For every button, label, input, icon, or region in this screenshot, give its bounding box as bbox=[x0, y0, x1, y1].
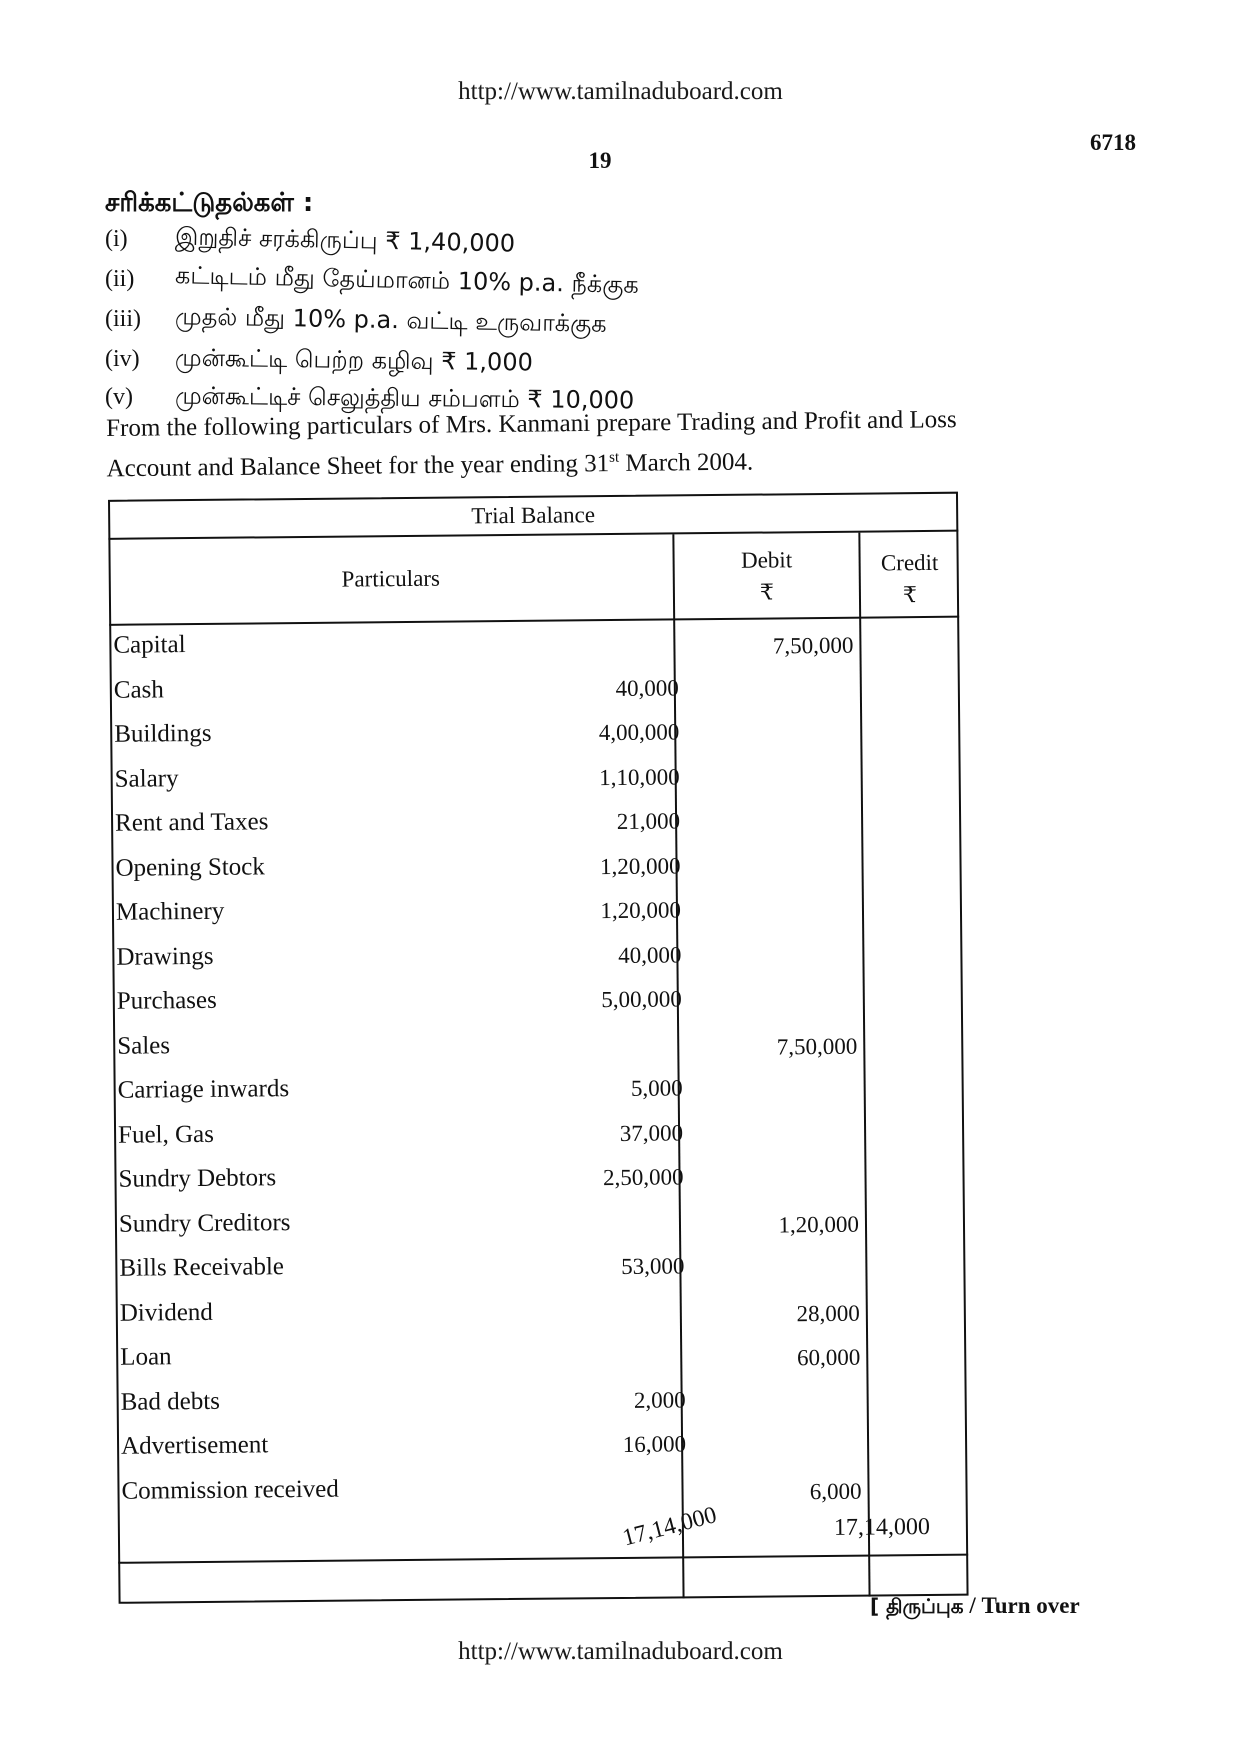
debit-cell: 5,000 bbox=[630, 1075, 683, 1101]
table-row bbox=[99, 1202, 965, 1250]
particular-cell: Buildings bbox=[114, 719, 212, 748]
particular-cell: Sundry Creditors bbox=[118, 1208, 291, 1238]
adjustment-number: (i) bbox=[105, 226, 128, 252]
adjustment-number: (iv) bbox=[105, 346, 140, 372]
particular-cell: Sundry Debtors bbox=[118, 1164, 277, 1193]
table-row bbox=[99, 1247, 965, 1295]
turn-over-note: [ திருப்புக / Turn over bbox=[870, 1593, 1080, 1618]
adjustment-text: இறுதிச் சரக்கிருப்பு ₹ 1,40,000 bbox=[174, 222, 516, 258]
table-row bbox=[98, 1113, 964, 1161]
debit-cell: 40,000 bbox=[618, 941, 682, 968]
table-row bbox=[95, 757, 961, 805]
source-url-top[interactable]: http://www.tamilnaduboard.com bbox=[458, 78, 783, 105]
adjustment-text: முன்கூட்டி பெற்ற கழிவு ₹ 1,000 bbox=[174, 343, 534, 377]
table-row bbox=[100, 1336, 966, 1384]
header-credit: Credit ₹ bbox=[860, 532, 959, 617]
total-debit: 17,14,000 bbox=[619, 1502, 720, 1552]
debit-cell: 2,000 bbox=[633, 1386, 686, 1413]
adjustment-item bbox=[105, 222, 516, 258]
table-row bbox=[101, 1425, 967, 1473]
adjustments-title: சரிக்கட்டுதல்கள் : bbox=[105, 188, 314, 218]
credit-cell: 28,000 bbox=[796, 1300, 860, 1326]
table-row bbox=[97, 1024, 963, 1072]
debit-cell: 4,00,000 bbox=[598, 719, 680, 746]
adjustment-text: கட்டிடம் மீது தேய்மானம் 10% p.a. நீக்குக bbox=[174, 261, 640, 299]
particular-cell: Loan bbox=[120, 1343, 172, 1371]
debit-cell: 53,000 bbox=[621, 1253, 685, 1279]
adjustment-text: முதல் மீது 10% p.a. வட்டி உருவாக்குக bbox=[174, 302, 607, 338]
rupee-icon: ₹ bbox=[902, 582, 918, 608]
header-particulars: Particulars bbox=[341, 565, 441, 592]
table-row bbox=[100, 1291, 966, 1339]
table-row bbox=[97, 980, 963, 1028]
header-debit: Debit ₹ bbox=[674, 533, 859, 619]
debit-cell: 37,000 bbox=[619, 1119, 684, 1146]
table-row bbox=[94, 713, 960, 761]
question-text bbox=[106, 402, 1087, 487]
debit-cell: 40,000 bbox=[615, 674, 679, 701]
debit-cell: 1,20,000 bbox=[599, 852, 681, 879]
adjustment-number: (iii) bbox=[105, 306, 141, 332]
source-url-bottom[interactable]: http://www.tamilnaduboard.com bbox=[458, 1638, 783, 1665]
debit-cell: 1,10,000 bbox=[599, 763, 680, 790]
particular-cell: Commission received bbox=[121, 1475, 339, 1505]
adjustment-number: (v) bbox=[105, 384, 133, 410]
debit-cell: 5,00,000 bbox=[601, 986, 682, 1013]
credit-cell: 60,000 bbox=[796, 1344, 861, 1371]
debit-cell: 2,50,000 bbox=[602, 1164, 684, 1191]
adjustment-item bbox=[105, 343, 534, 377]
adjustment-item bbox=[105, 302, 607, 338]
question-line-1: From the following particulars of Mrs. Kanmani prepare Trading and Profit and Loss bbox=[106, 406, 957, 442]
table-title: Trial Balance bbox=[108, 492, 958, 540]
debit-cell: 1,20,000 bbox=[600, 897, 682, 924]
trial-balance-table bbox=[92, 492, 968, 1612]
adjustment-item bbox=[105, 261, 640, 299]
credit-cell: 7,50,000 bbox=[776, 1033, 858, 1059]
particular-cell: Purchases bbox=[116, 986, 217, 1015]
particular-cell: Advertisement bbox=[120, 1431, 269, 1460]
particular-cell: Fuel, Gas bbox=[117, 1120, 215, 1149]
table-row bbox=[101, 1380, 967, 1428]
particular-cell: Salary bbox=[114, 764, 179, 793]
credit-cell: 7,50,000 bbox=[772, 632, 854, 659]
particular-cell: Dividend bbox=[119, 1298, 213, 1327]
rupee-icon: ₹ bbox=[759, 579, 775, 605]
particular-cell: Carriage inwards bbox=[117, 1075, 290, 1104]
debit-cell: 21,000 bbox=[616, 808, 681, 834]
table-row bbox=[98, 1158, 964, 1206]
credit-cell: 1,20,000 bbox=[778, 1211, 860, 1237]
table-row bbox=[94, 668, 960, 716]
particular-cell: Opening Stock bbox=[115, 852, 265, 882]
ordinal-suffix: st bbox=[609, 449, 620, 466]
table-row bbox=[98, 1069, 964, 1117]
table-row bbox=[101, 1469, 967, 1517]
particular-cell: Drawings bbox=[116, 942, 214, 971]
particular-cell: Sales bbox=[117, 1031, 171, 1060]
credit-cell: 6,000 bbox=[809, 1478, 862, 1504]
total-credit: 17,14,000 bbox=[833, 1514, 931, 1541]
particular-cell: Cash bbox=[113, 675, 164, 704]
page-number: 19 bbox=[588, 148, 612, 173]
particular-cell: Bad debts bbox=[120, 1387, 221, 1416]
question-line-2: Account and Balance Sheet for the year ending 31st March 2004. bbox=[106, 448, 754, 483]
table-row bbox=[95, 802, 961, 850]
paper-code: 6718 bbox=[1090, 130, 1136, 155]
particular-cell: Rent and Taxes bbox=[114, 808, 269, 837]
debit-cell: 16,000 bbox=[622, 1431, 687, 1457]
adjustment-number: (ii) bbox=[105, 266, 135, 292]
table-row bbox=[93, 624, 959, 672]
table-row bbox=[95, 846, 961, 894]
particular-cell: Machinery bbox=[115, 897, 225, 926]
table-row bbox=[96, 891, 962, 939]
particular-cell: Bills Receivable bbox=[119, 1253, 285, 1282]
table-row bbox=[96, 935, 962, 983]
particular-cell: Capital bbox=[113, 631, 186, 659]
adjustment-text: முன்கூட்டிச் செலுத்திய சம்பளம் ₹ 10,000 bbox=[174, 381, 635, 415]
